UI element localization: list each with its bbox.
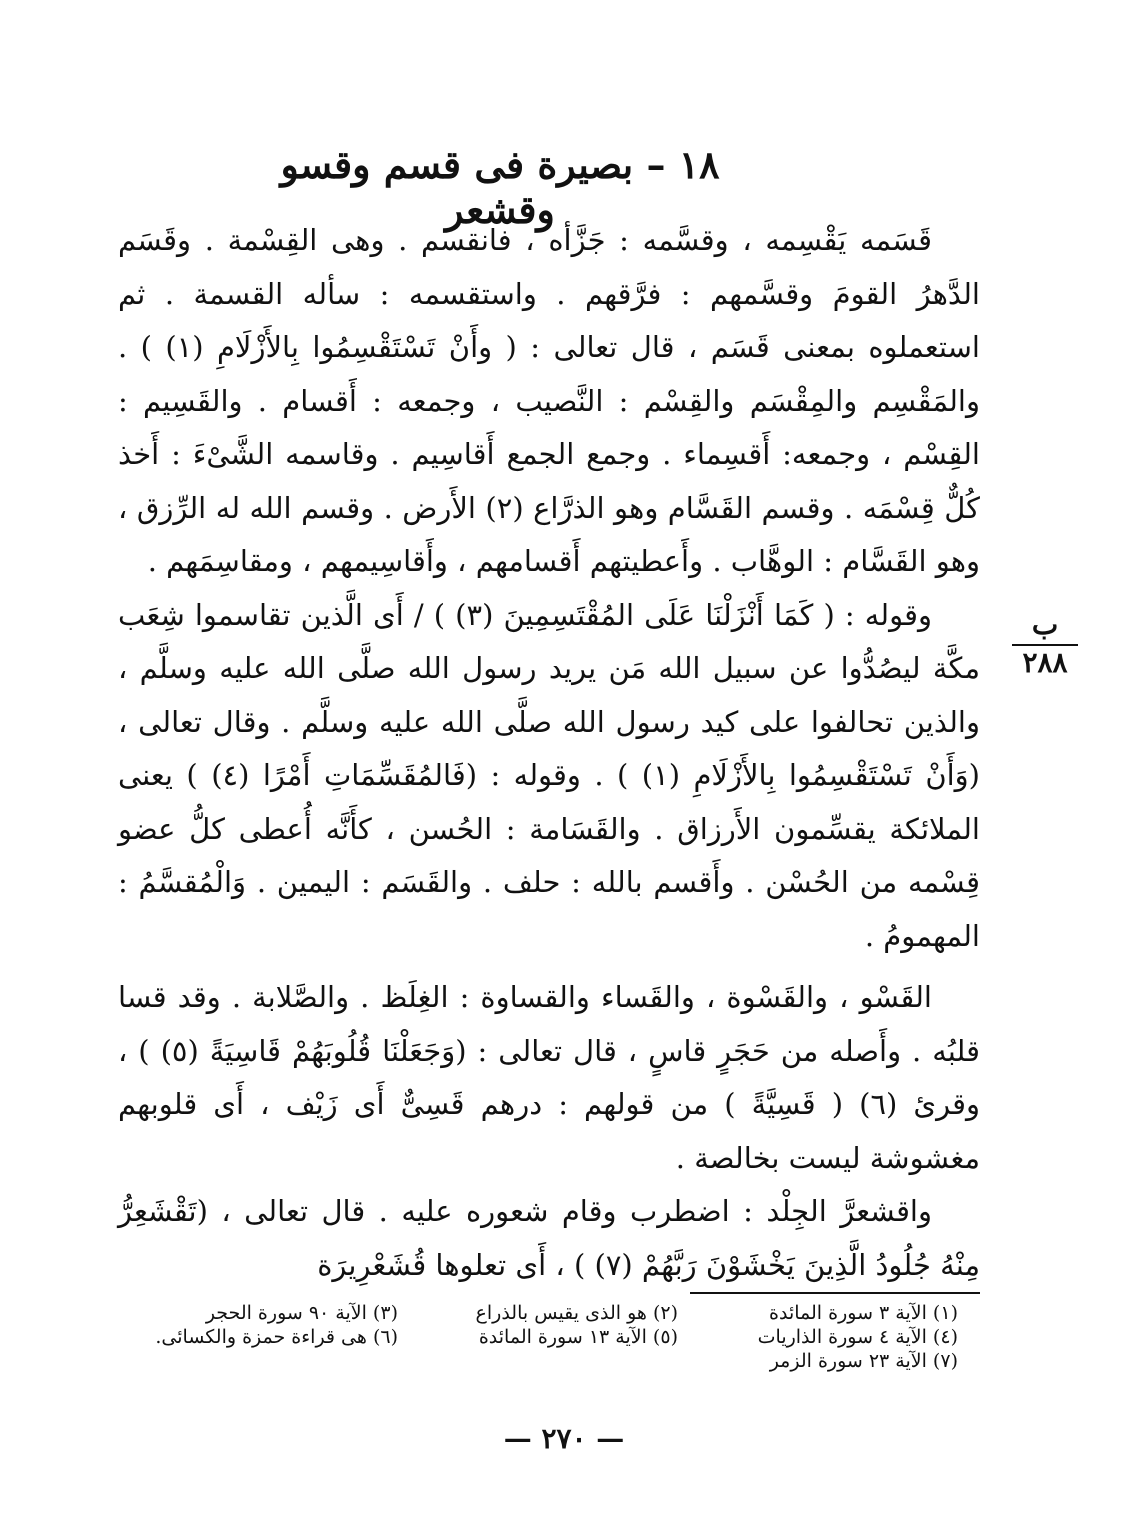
page-number: — ٢٧٠ — bbox=[503, 1422, 625, 1455]
footnote-separator bbox=[690, 1292, 980, 1294]
footnote-1: (١) الآية ٣ سورة المائدة bbox=[769, 1302, 958, 1324]
footnote-7: (٧) الآية ٢٣ سورة الزمر bbox=[769, 1350, 958, 1372]
manuscript-folio-note bbox=[1000, 610, 1090, 678]
footnote-5: (٥) الآية ١٣ سورة المائدة bbox=[478, 1326, 678, 1348]
footnotes bbox=[118, 1302, 958, 1374]
folio-number: ٢٨٨ bbox=[1022, 646, 1068, 679]
paragraph-qashar: واقشعرَّ الجِلْد : اضطرب وقام شعوره عليه . قال تعالى ، (تَقْشَعِرُّ مِنْهُ جُلُودُ الَّذِينَ يَخْشَوْنَ رَبَّهُمْ (٧) ) ، أَى تعلوها قُشَعْرِيرَة bbox=[118, 1194, 980, 1282]
footnote-2: (٢) هو الذى يقيس بالذراع bbox=[475, 1302, 678, 1324]
main-text bbox=[118, 214, 980, 1292]
paragraph-qasm: قَسَمه يَقْسِمه ، وقسَّمه : جَزَّأه ، فانقسم . وهى القِسْمة . وقَسَم الدَّهرُ القومَ وقسَّمهم : فرَّقهم . واستقسمه : سأله القسمة . ثم استعملوه بمعنى قَسَم ، قال تعالى : ( وأَنْ تَسْتَقْسِمُوا بِالأَزْلَامِ (١) ) . والمَقْسِم والمِقْسَم والقِسْم : النَّصيب ، وجمعه : أَقسام . والقَسِيم : القِسْم ، وجمعه: أَقسِماء . وجمع الجمع أَقاسِيم . وقاسمه الشَّىْءَ : أَخذ كُلٌّ قِسْمَه . وقسم القَسَّام وهو الذرَّاع (٢) الأَرض . وقسم الله له الرِّزق ، وهو القَسَّام : الوهَّاب . وأَعطيتهم أَقسامهم ، وأَقاسِيمهم ، ومقاسِمَهم . bbox=[118, 223, 980, 578]
paragraph-muqtasimin: وقوله : ( كَمَا أَنْزَلْنَا عَلَى المُقْتَسِمِينَ (٣) ) / أَى الَّذين تقاسموا شِعَب مكَّة ليصُدُّوا عن سبيل الله مَن يريد رسول الله صلَّى الله عليه وسلَّم ، والذين تحالفوا على كيد رسول الله صلَّى الله عليه وسلَّم . وقال تعالى ، (وَأَنْ تَسْتَقْسِمُوا بِالأَزْلَامِ (١) ) . وقوله : (فَالمُقَسِّمَاتِ أَمْرًا (٤) ) يعنى الملائكة يقسِّمون الأَرزاق . والقَسَامة : الحُسن ، كأَنَّه أُعطى كلُّ عضو قِسْمه من الحُسْن . وأَقسم بالله : حلف . والقَسَم : اليمين . وَالْمُقسَّمُ : المهمومُ . bbox=[118, 597, 980, 953]
folio-letter: ب bbox=[1031, 608, 1059, 641]
footnote-6: (٦) هى قراءة حمزة والكسائى. bbox=[155, 1326, 398, 1348]
paragraph-qaswu: القَسْو ، والقَسْوة ، والقَساء والقساوة : الغِلَظ . والصَّلابة . وقد قسا قلبُه . وأَصله من حَجَرٍ قاسٍ ، قال تعالى : (وَجَعَلْنَا قُلُوبَهُمْ قَاسِيَةً (٥) ) ، وقرئ (٦) ( قَسِيَّةً ) من قولهم : درهم قَسِىٌّ أَى زَيْف ، أَى قلوبهم مغشوشة ليست بخالصة . bbox=[118, 980, 980, 1175]
chapter-title: ١٨ – بصيرة فى قسم وقسو وقشعر bbox=[280, 142, 720, 232]
footnote-4: (٤) الآية ٤ سورة الذاريات bbox=[757, 1326, 958, 1348]
footnote-3: (٣) الآية ٩٠ سورة الحجر bbox=[205, 1302, 398, 1324]
